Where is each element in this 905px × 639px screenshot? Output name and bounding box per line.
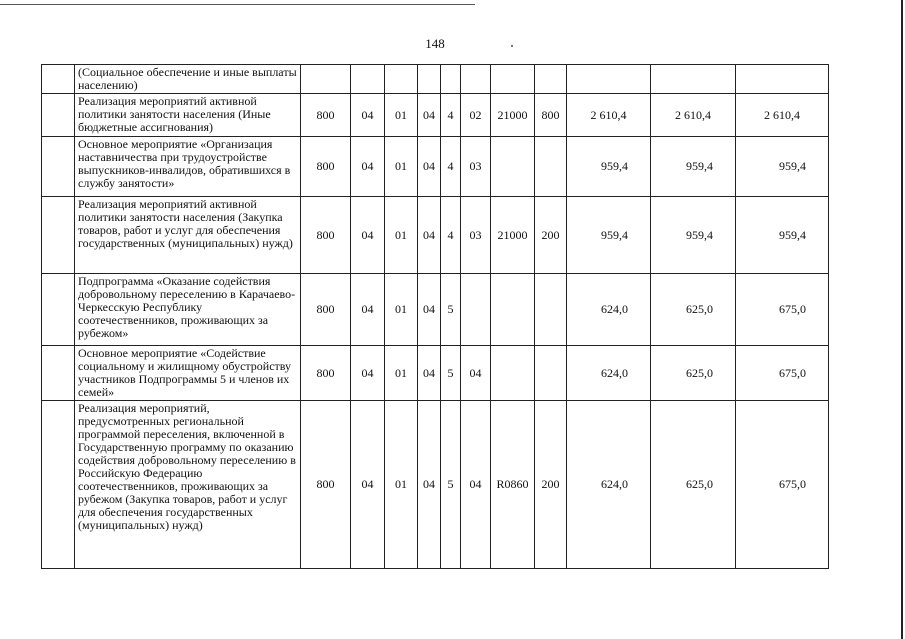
code-cell-c2: 04 <box>351 94 385 137</box>
budget-table <box>41 64 829 569</box>
amount-cell-v3 <box>736 65 829 94</box>
table-row <box>42 401 829 569</box>
code-cell-c6: 04 <box>461 346 491 401</box>
amount-cell-v2: 625,0 <box>651 274 736 346</box>
code-cell-c7 <box>491 137 535 197</box>
amount-cell-v1: 959,4 <box>567 137 651 197</box>
code-cell-c7 <box>491 274 535 346</box>
code-cell-c2: 04 <box>351 197 385 274</box>
code-cell-c8: 200 <box>535 401 567 569</box>
scan-speck <box>511 45 513 47</box>
code-cell-c2: 04 <box>351 401 385 569</box>
top-rule <box>0 4 475 5</box>
code-cell-c5: 5 <box>441 401 461 569</box>
code-cell-c4: 04 <box>418 137 441 197</box>
code-cell-c8 <box>535 65 567 94</box>
amount-cell-v3: 2 610,4 <box>736 94 829 137</box>
code-cell-c7: R0860 <box>491 401 535 569</box>
amount-cell-v2: 959,4 <box>651 197 736 274</box>
amount-cell-v2: 625,0 <box>651 346 736 401</box>
code-cell-c2 <box>351 65 385 94</box>
code-cell-c6: 04 <box>461 401 491 569</box>
page-edge-line <box>901 0 903 639</box>
amount-cell-v1: 624,0 <box>567 346 651 401</box>
table-row <box>42 274 829 346</box>
table-row <box>42 197 829 274</box>
code-cell-c5: 4 <box>441 197 461 274</box>
table-row <box>42 94 829 137</box>
code-cell-c8: 800 <box>535 94 567 137</box>
code-cell-c5: 5 <box>441 346 461 401</box>
page-number: 148 <box>425 36 445 51</box>
amount-cell-v2: 959,4 <box>651 137 736 197</box>
code-cell-c4: 04 <box>418 346 441 401</box>
code-cell-c7 <box>491 65 535 94</box>
code-cell-c5: 4 <box>441 94 461 137</box>
row-number-cell <box>42 65 75 94</box>
row-description: Основное мероприятие «Организация наставничества при трудоустройстве выпускников-инвалидов, обратившихся в службу занятости» <box>75 137 301 197</box>
code-cell-c6: 03 <box>461 137 491 197</box>
code-cell-c6 <box>461 274 491 346</box>
code-cell-c1: 800 <box>301 94 351 137</box>
row-number-cell <box>42 94 75 137</box>
code-cell-c3 <box>385 65 418 94</box>
code-cell-c4: 04 <box>418 401 441 569</box>
table-row <box>42 137 829 197</box>
row-number-cell <box>42 346 75 401</box>
code-cell-c5: 4 <box>441 137 461 197</box>
amount-cell-v3: 675,0 <box>736 274 829 346</box>
code-cell-c4: 04 <box>418 94 441 137</box>
row-description: Подпрограмма «Оказание содействия добровольному переселению в Карачаево-Черкесскую Республику соотечественников, проживающих за рубежом» <box>75 274 301 346</box>
row-description: Реализация мероприятий, предусмотренных региональной программой переселения, включенной в Государственную программу по оказанию содействия добровольному переселению в Российскую Федерацию соотечественников, проживающих за рубежом (Закупка товаров, работ и услуг для обеспечения государственных (муниципальных) нужд) <box>75 401 301 569</box>
code-cell-c8: 200 <box>535 197 567 274</box>
amount-cell-v1: 624,0 <box>567 274 651 346</box>
amount-cell-v1: 959,4 <box>567 197 651 274</box>
code-cell-c5 <box>441 65 461 94</box>
code-cell-c4 <box>418 65 441 94</box>
amount-cell-v1: 2 610,4 <box>567 94 651 137</box>
code-cell-c1 <box>301 65 351 94</box>
row-number-cell <box>42 274 75 346</box>
code-cell-c1: 800 <box>301 401 351 569</box>
code-cell-c8 <box>535 137 567 197</box>
code-cell-c8 <box>535 346 567 401</box>
code-cell-c1: 800 <box>301 274 351 346</box>
code-cell-c3: 01 <box>385 197 418 274</box>
code-cell-c6: 03 <box>461 197 491 274</box>
code-cell-c6: 02 <box>461 94 491 137</box>
row-number-cell <box>42 401 75 569</box>
code-cell-c7 <box>491 346 535 401</box>
amount-cell-v1 <box>567 65 651 94</box>
amount-cell-v1: 624,0 <box>567 401 651 569</box>
amount-cell-v2: 2 610,4 <box>651 94 736 137</box>
code-cell-c8 <box>535 274 567 346</box>
amount-cell-v2 <box>651 65 736 94</box>
amount-cell-v3: 959,4 <box>736 137 829 197</box>
amount-cell-v2: 625,0 <box>651 401 736 569</box>
code-cell-c3: 01 <box>385 274 418 346</box>
code-cell-c1: 800 <box>301 137 351 197</box>
code-cell-c3: 01 <box>385 94 418 137</box>
row-description: Реализация мероприятий активной политики занятости населения (Иные бюджетные ассигнования) <box>75 94 301 137</box>
row-description: Основное мероприятие «Содействие социальному и жилищному обустройству участников Подпрограммы 5 и членов их семей» <box>75 346 301 401</box>
code-cell-c1: 800 <box>301 197 351 274</box>
code-cell-c1: 800 <box>301 346 351 401</box>
code-cell-c4: 04 <box>418 274 441 346</box>
row-number-cell <box>42 197 75 274</box>
code-cell-c7: 21000 <box>491 94 535 137</box>
code-cell-c2: 04 <box>351 137 385 197</box>
code-cell-c3: 01 <box>385 346 418 401</box>
row-description: (Социальное обеспечение и иные выплаты населению) <box>75 65 301 94</box>
code-cell-c5: 5 <box>441 274 461 346</box>
code-cell-c6 <box>461 65 491 94</box>
table-row <box>42 346 829 401</box>
code-cell-c3: 01 <box>385 137 418 197</box>
code-cell-c3: 01 <box>385 401 418 569</box>
table-row <box>42 65 829 94</box>
code-cell-c4: 04 <box>418 197 441 274</box>
row-number-cell <box>42 137 75 197</box>
amount-cell-v3: 675,0 <box>736 401 829 569</box>
amount-cell-v3: 675,0 <box>736 346 829 401</box>
code-cell-c2: 04 <box>351 346 385 401</box>
code-cell-c2: 04 <box>351 274 385 346</box>
row-description: Реализация мероприятий активной политики занятости населения (Закупка товаров, работ и услуг для обеспечения государственных (муниципальных) нужд) <box>75 197 301 274</box>
code-cell-c7: 21000 <box>491 197 535 274</box>
amount-cell-v3: 959,4 <box>736 197 829 274</box>
